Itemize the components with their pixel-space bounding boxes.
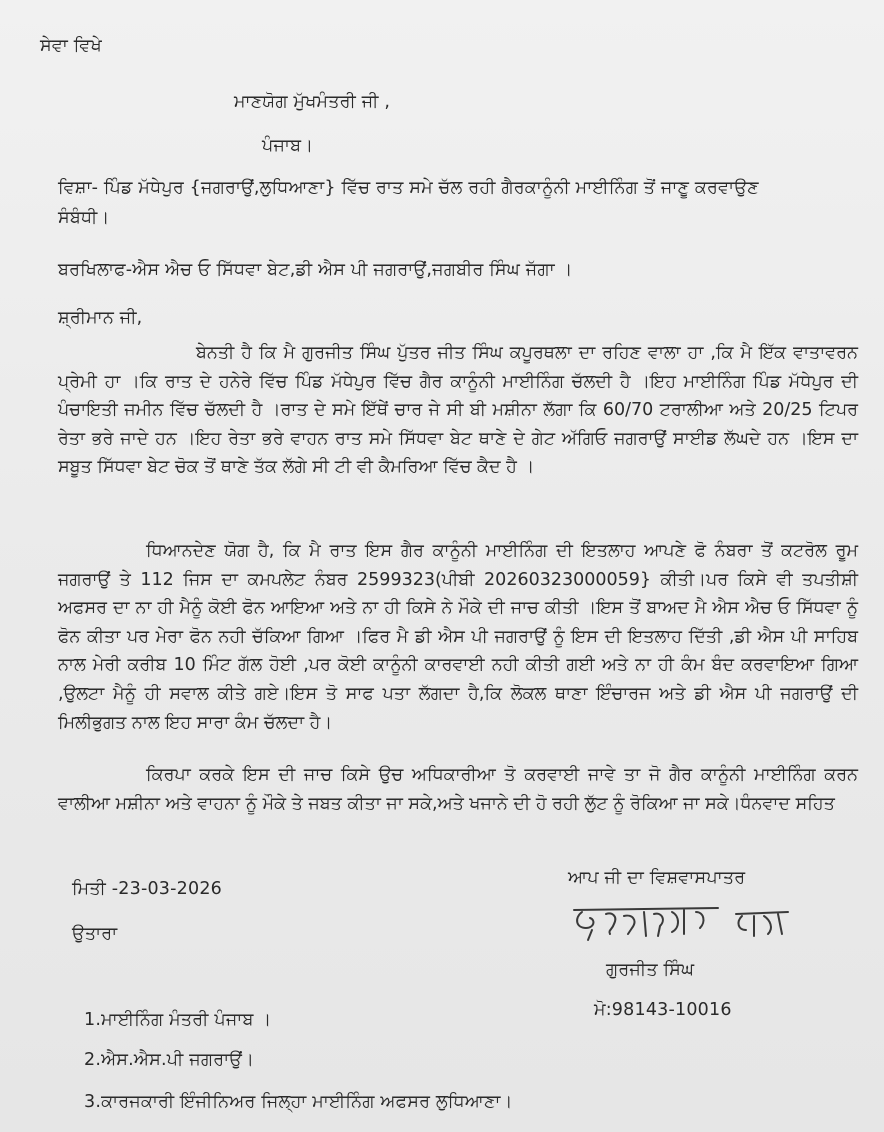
copy-item-1: 1.ਮਾਈਨਿੰਗ ਮੰਤਰੀ ਪੰਜਾਬ । xyxy=(84,1010,272,1030)
closing-phone: ਮੋ:98143-10016 xyxy=(594,1000,732,1020)
signature-drawing xyxy=(568,898,798,950)
handwritten-signature xyxy=(568,898,798,950)
greeting: ਸ਼੍ਰੀਮਾਨ ਜੀ, xyxy=(58,308,143,328)
body-paragraph-2: ਧਿਆਨਦੇਣ ਯੋਗ ਹੈ, ਕਿ ਮੈ ਰਾਤ ਇਸ ਗੈਰ ਕਾਨੂੰਨੀ ਮਾਈਨਿੰਗ ਦੀ ਇਤਲਾਹ ਆਪਣੇ ਫੋ ਨੰਬਰਾ ਤੋਂ ਕਟਰੋਲ ਰੂਮ ਜਗਰਾਉਂ ਤੇ 112 ਜਿਸ ਦਾ ਕਮਪਲੇਟ ਨੰਬਰ 2599323(ਪੀਬੀ 20260323000059} ਕੀਤੀ।ਪਰ ਕਿਸੇ ਵੀ ਤਪਤੀਸ਼ੀ ਅਫਸਰ ਦਾ ਨਾ ਹੀ ਮੈਨੂੰ ਕੋਈ ਫੋਨ ਆਇਆ ਅਤੇ ਨਾ ਹੀ ਕਿਸੇ ਨੇ ਮੌਕੇ ਦੀ ਜਾਚ ਕੀਤੀ ।ਇਸ ਤੋਂ ਬਾਅਦ ਮੈ ਐਸ ਐਚ ਓ ਸਿੱਧਵਾ ਨੂੰ ਫੋਨ ਕੀਤਾ ਪਰ ਮੇਰਾ ਫੋਨ ਨਹੀ ਚੱਕਿਆ ਗਿਆ ।ਫਿਰ ਮੈ ਡੀ ਐਸ ਪੀ ਜਗਰਾਉਂ ਨੂੰ ਇਸ ਦੀ ਇਤਲਾਹ ਦਿੱਤੀ ,ਡੀ ਐਸ ਪੀ ਸਾਹਿਬ ਨਾਲ ਮੇਰੀ ਕਰੀਬ 10 ਮਿੰਟ ਗੱਲ ਹੋਈ ,ਪਰ ਕੋਈ ਕਾਨੂੰਨੀ ਕਾਰਵਾਈ ਨਹੀ ਕੀਤੀ ਗਈ ਅਤੇ ਨਾ ਹੀ ਕੰਮ ਬੰਦ ਕਰਵਾਇਆ ਗਿਆ ,ਉਲਟਾ ਮੈਨੂੰ ਹੀ ਸਵਾਲ ਕੀਤੇ ਗਏ।ਇਸ ਤੋ ਸਾਫ ਪਤਾ ਲੱਗਦਾ ਹੈ,ਕਿ ਲੋਕਲ ਥਾਣਾ ਇੰਚਾਰਜ ਅਤੇ ਡੀ ਐਸ ਪੀ ਜਗਰਾਉਂ ਦੀ ਮਿਲੀਭੁਗਤ ਨਾਲ ਇਹ ਸਾਰਾ ਕੰਮ ਚੱਲਦਾ ਹੈ। xyxy=(58,541,858,733)
against-line: ਬਰਖਿਲਾਫ-ਐਸ ਐਚ ਓ ਸਿੱਧਵਾ ਬੇਟ,ਡੀ ਐਸ ਪੀ ਜਗਰਾਉਂ,ਜਗਬੀਰ ਸਿੰਘ ਜੱਗਾ । xyxy=(58,260,573,280)
subject-line-2: ਸੰਬੰਧੀ। xyxy=(58,208,110,228)
recipient-name: ਮਾਣਯੋਗ ਮੁੱਖਮੰਤਰੀ ਜੀ , xyxy=(234,92,391,112)
copy-item-2: 2.ਐਸ.ਐਸ.ਪੀ ਜਗਰਾਉਂ। xyxy=(84,1050,255,1070)
closing-yours: ਆਪ ਜੀ ਦਾ ਵਿਸ਼ਵਾਸਪਾਤਰ xyxy=(568,868,746,888)
recipient-place: ਪੰਜਾਬ। xyxy=(262,136,314,156)
salutation-line: ਸੇਵਾ ਵਿਖੇ xyxy=(40,36,102,56)
body-paragraph-3: ਕਿਰਪਾ ਕਰਕੇ ਇਸ ਦੀ ਜਾਚ ਕਿਸੇ ਉਚ ਅਧਿਕਾਰੀਆ ਤੋ ਕਰਵਾਈ ਜਾਵੇ ਤਾ ਜੋ ਗੈਰ ਕਾਨੂੰਨੀ ਮਾਈਨਿੰਗ ਕਰਨ ਵਾਲੀਆ ਮਸ਼ੀਨਾ ਅਤੇ ਵਾਹਨਾ ਨੂੰ ਮੌਕੇ ਤੇ ਜਬਤ ਕੀਤਾ ਜਾ ਸਕੇ,ਅਤੇ ਖਜਾਨੇ ਦੀ ਹੋ ਰਹੀ ਲੁੱਟ ਨੂੰ ਰੋਕਿਆ ਜਾ ਸਕੇ।ਧੰਨਵਾਦ ਸਹਿਤ xyxy=(58,765,858,814)
closing-name: ਗੁਰਜੀਤ ਸਿੰਘ xyxy=(606,960,695,980)
copy-item-3: 3.ਕਾਰਜਕਾਰੀ ਇੰਜੀਨਿਅਰ ਜਿਲ੍ਹਾ ਮਾਈਨਿੰਗ ਅਫਸਰ ਲੁਧਿਆਣਾ। xyxy=(84,1092,513,1112)
body-paragraph-1: ਬੇਨਤੀ ਹੈ ਕਿ ਮੈ ਗੁਰਜੀਤ ਸਿੰਘ ਪੁੱਤਰ ਜੀਤ ਸਿੰਘ ਕਪੂਰਥਲਾ ਦਾ ਰਹਿਣ ਵਾਲਾ ਹਾ ,ਕਿ ਮੈ ਇੱਕ ਵਾਤਾਵਰਨ ਪ੍ਰੇਮੀ ਹਾ ।ਕਿ ਰਾਤ ਦੇ ਹਨੇਰੇ ਵਿੱਚ ਪਿੰਡ ਮੱਧੇਪੁਰ ਵਿੱਚ ਗੈਰ ਕਾਨੂੰਨੀ ਮਾਈਨਿੰਗ ਚੱਲਦੀ ਹੈ ।ਇਹ ਮਾਈਨਿੰਗ ਪਿੰਡ ਮੱਧੇਪੁਰ ਦੀ ਪੰਚਾਇਤੀ ਜਮੀਨ ਵਿੱਚ ਚੱਲਦੀ ਹੈ ।ਰਾਤ ਦੇ ਸਮੇ ਇੱਥੇਂ ਚਾਰ ਜੇ ਸੀ ਬੀ ਮਸ਼ੀਨਾ ਲੱਗਾ ਕਿ 60/70 ਟਰਾਲੀਆ ਅਤੇ 20/25 ਟਿਪਰ ਰੇਤਾ ਭਰੇ ਜਾਦੇ ਹਨ ।ਇਹ ਰੇਤਾ ਭਰੇ ਵਾਹਨ ਰਾਤ ਸਮੇ ਸਿੱਧਵਾ ਬੇਟ ਥਾਣੇ ਦੇ ਗੇਟ ਅੱਗਿਓ ਜਗਰਾਉਂ ਸਾਈਡ ਲੱਘਦੇ ਹਨ ।ਇਸ ਦਾ ਸਬੂਤ ਸਿੱਧਵਾ ਬੇਟ ਚੋਕ ਤੋਂ ਥਾਣੇ ਤੱਕ ਲੱਗੇ ਸੀ ਟੀ ਵੀ ਕੈਮਰਿਆ ਵਿੱਚ ਕੈਦ ਹੈ । xyxy=(58,343,858,478)
subject-line-1: ਵਿਸ਼ਾ- ਪਿੰਡ ਮੱਧੇਪੁਰ {ਜਗਰਾਉਂ,ਲੁਧਿਆਣਾ} ਵਿੱਚ ਰਾਤ ਸਮੇ ਚੱਲ ਰਹੀ ਗੈਰਕਾਨੂੰਨੀ ਮਾਈਨਿੰਗ ਤੋਂ ਜਾਣੂ ਕਰਵਾਉਣ xyxy=(58,178,759,198)
letter-date: ਮਿਤੀ -23-03-2026 xyxy=(72,879,222,899)
copy-label: ਉਤਾਰਾ xyxy=(72,924,118,944)
